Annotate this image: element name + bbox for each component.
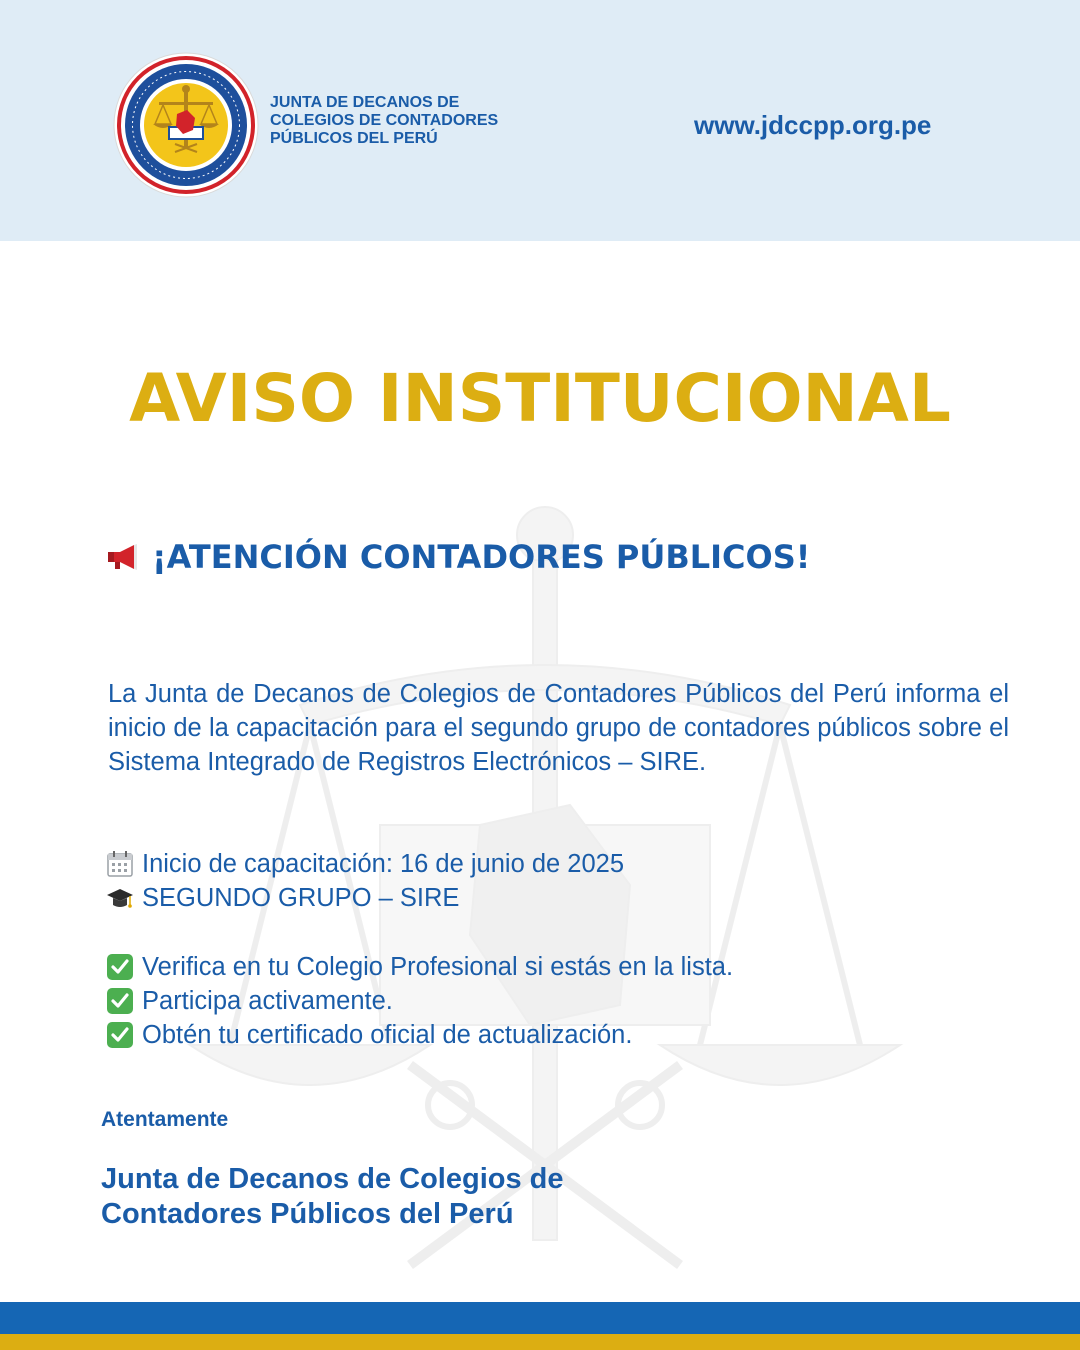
checklist-item-text: Participa activamente. [142, 987, 393, 1015]
footer-bar-gold [0, 1334, 1080, 1350]
page-title: AVISO INSTITUCIONAL [129, 360, 951, 437]
list-item [106, 881, 1006, 915]
check-mark-icon [106, 953, 134, 981]
signature [101, 1162, 564, 1232]
org-name-line-3: PÚBLICOS DEL PERÚ [270, 130, 438, 147]
attention-heading [106, 538, 810, 576]
list-item [106, 847, 1006, 881]
attention-text: ¡ATENCIÓN CONTADORES PÚBLICOS! [152, 538, 811, 576]
org-name-line-2: COLEGIOS DE CONTADORES [270, 112, 499, 129]
details-item-text: SEGUNDO GRUPO – SIRE [142, 884, 460, 912]
footer-bar-blue [0, 1302, 1080, 1334]
checklist-item-text: Obtén tu certificado oficial de actualización. [142, 1021, 633, 1049]
list-item [106, 1018, 1006, 1052]
jdccpp-seal-logo [113, 52, 259, 198]
details-list [106, 847, 1006, 915]
list-item [106, 984, 1006, 1018]
list-item [106, 950, 1006, 984]
closing-text: Atentamente [101, 1108, 229, 1131]
graduation-cap-icon [106, 884, 134, 912]
check-mark-icon [106, 1021, 134, 1049]
check-mark-icon [106, 987, 134, 1015]
announcement-body: La Junta de Decanos de Colegios de Contadores Públicos del Perú informa el inicio de la capacitación para el segundo grupo de contadores públicos sobre el Sistema Integrado de Registros Electrónicos – SIRE. [108, 680, 1009, 776]
header-band [0, 0, 1080, 241]
details-item-text: Inicio de capacitación: 16 de junio de 2025 [142, 850, 625, 878]
signature-line-1: Junta de Decanos de Colegios de [101, 1163, 564, 1195]
calendar-icon [106, 850, 134, 878]
megaphone-icon [106, 542, 140, 572]
signature-line-2: Contadores Públicos del Perú [101, 1198, 514, 1230]
org-name-line-1: JUNTA DE DECANOS DE [270, 94, 460, 111]
checklist-item-text: Verifica en tu Colegio Profesional si estás en la lista. [142, 953, 734, 981]
checklist [106, 950, 1006, 1052]
org-name [270, 94, 530, 148]
website-link[interactable]: www.jdccpp.org.pe [694, 110, 932, 140]
